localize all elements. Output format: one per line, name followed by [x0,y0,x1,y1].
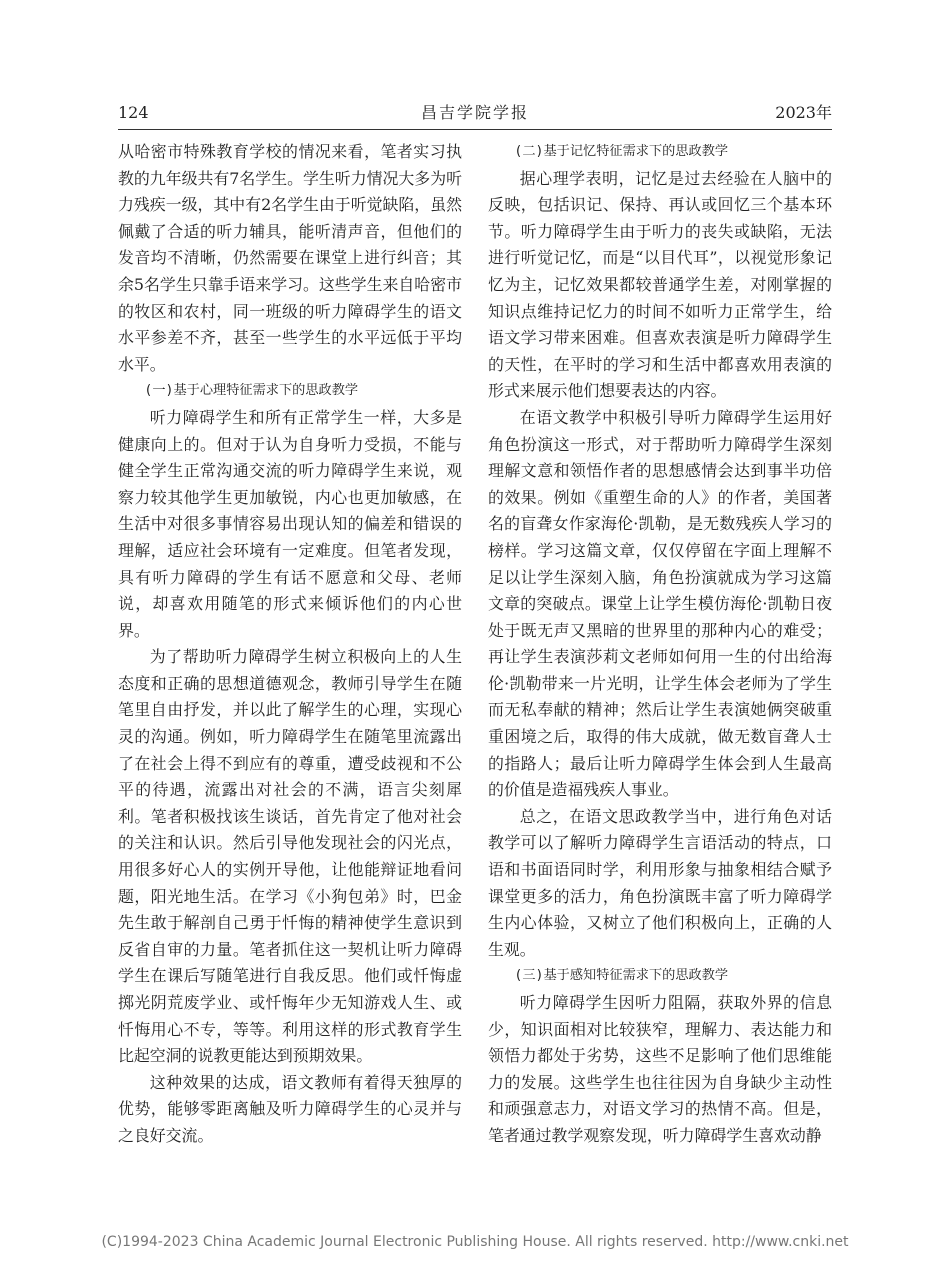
header-rule [118,129,832,130]
copyright-footer: (C)1994-2023 China Academic Journal Electronic Publishing House. All rights reserved. http://www.cnki.net [101,1234,849,1250]
paragraph: 听力障碍学生因听力阻隔，获取外界的信息少，知识面相对比较狭窄，理解力、表达能力和领悟力都处于劣势，这些不足影响了他们思维能力的发展。这些学生也往往因为自身缺少主动性和顽强意志力，对语文学习的热情不高。但是，笔者通过教学观察发现，听力障碍学生喜欢动静 [488,993,832,1145]
running-header [118,100,832,126]
paragraph: 听力障碍学生和所有正常学生一样，大多是健康向上的。但对于认为自身听力受损，不能与健全学生正常沟通交流的听力障碍学生来说，观察力较其他学生更加敏锐，内心也更加敏感，在生活中对很多事情容易出现认知的偏差和错误的理解，适应社会环境有一定难度。但笔者发现，具有听力障碍的学生有话不愿意和父母、老师说，却喜欢用随笔的形式来倾诉他们的内心世界。 [118,407,462,640]
paragraph: 这种效果的达成，语文教师有着得天独厚的优势，能够零距离触及听力障碍学生的心灵并与之良好交流。 [118,1072,462,1145]
journal-title: 昌吉学院学报 [420,103,529,122]
paragraph: 在语文教学中积极引导听力障碍学生运用好角色扮演这一形式，对于帮助听力障碍学生深刻理解文意和领悟作者的思想感情会达到事半功倍的效果。例如《重塑生命的人》的作者，美国著名的盲聋女作家海伦·凯勒，是无数残疾人学习的榜样。学习这篇文章，仅仅停留在字面上理解不足以让学生深刻入脑，角色扮演就成为学习这篇文章的突破点。课堂上让学生模仿海伦·凯勒日夜处于既无声又黑暗的世界里的那种内心的难受；再让学生表演莎莉文老师如何用一生的付出给海伦·凯勒带来一片光明，让学生体会老师为了学生而无私奉献的精神；然后让学生表演她俩突破重重困境之后，取得的伟大成就，做无数盲聋人士的指路人；最后让听力障碍学生体会到人生最高的价值是造福残疾人事业。 [488,407,832,800]
paragraph: 为了帮助听力障碍学生树立积极向上的人生态度和正确的思想道德观念，教师引导学生在随笔里自由抒发，并以此了解学生的心理，实现心灵的沟通。例如，听力障碍学生在随笔里流露出了在社会上得不到应有的尊重，遭受歧视和不公平的待遇，流露出对社会的不满，语言尖刻犀利。笔者积极找该生谈话，首先肯定了他对社会的关注和认识。然后引导他发现社会的闪光点，用很多好心人的实例开导他，让他能辩证地看问题，阳光地生活。在学习《小狗包弟》时，巴金先生敢于解剖自己勇于忏悔的精神使学生意识到反省自审的力量。笔者抓住这一契机让听力障碍学生在课后写随笔进行自我反思。他们或忏悔虚掷光阴荒废学业、或忏悔年少无知游戏人生、或忏悔用心不专，等等。利用这样的形式教育学生比起空洞的说教更能达到预期效果。 [118,647,462,1066]
paragraph: 从哈密市特殊教育学校的情况来看，笔者实习执教的九年级共有7名学生。学生听力情况大多为听力残疾一级，其中有2名学生由于听觉缺陷，虽然佩戴了合适的听力辅具，能听清声音，但他们的发音均不清晰，仍然需要在课堂上进行纠音；其余5名学生只靠手语来学习。这些学生来自哈密市的牧区和农村，同一班级的听力障碍学生的语文水平参差不齐，甚至一些学生的水平远低于平均水平。 [118,142,462,374]
paragraph: 总之，在语文思政教学当中，进行角色对话教学可以了解听力障碍学生言语活动的特点，口语和书面语同时学，利用形象与抽象相结合赋予课堂更多的活力，角色扮演既丰富了听力障碍学生内心体验，又树立了他们积极向上，正确的人生观。 [488,806,832,959]
page-number: 124 [118,103,149,122]
section-heading: (二)基于记忆特征需求下的思政教学 [514,144,729,159]
issue-year: 2023年 [775,103,832,122]
left-column [118,139,462,1150]
section-heading: (三)基于感知特征需求下的思政教学 [514,968,729,984]
paragraph: 据心理学表明，记忆是过去经验在人脑中的反映，包括识记、保持、再认或回忆三个基本环节。听力障碍学生由于听力的丧失或缺陷，无法进行听觉记忆，而是“以目代耳”，以视觉形象记忆为主，记忆效果都较普通学生差，对刚掌握的知识点维持记忆力的时间不如听力正常学生，给语文学习带来困难。但喜欢表演是听力障碍学生的天性，在平时的学习和生活中都喜欢用表演的形式来展示他们想要表达的内容。 [488,168,832,401]
section-heading: (一)基于心理特征需求下的思政教学 [144,383,359,399]
right-column [488,139,832,1150]
